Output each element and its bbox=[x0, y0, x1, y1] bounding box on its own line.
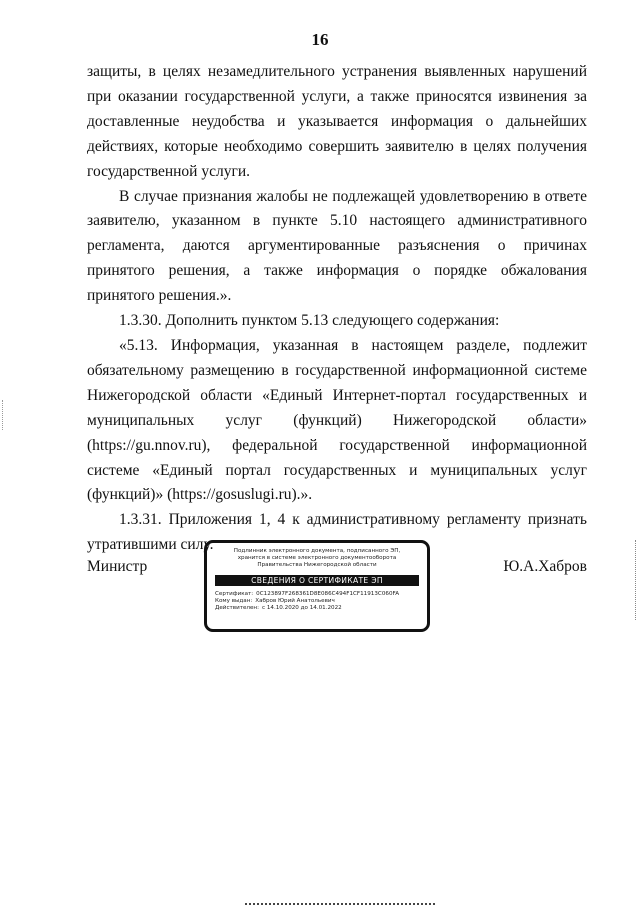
valid-value: с 14.10.2020 до 14.01.2022 bbox=[261, 605, 342, 612]
signature-block bbox=[87, 540, 587, 640]
stamp-header-line: хранится в системе электронного документооборота bbox=[237, 555, 397, 562]
scan-edge-mark bbox=[633, 540, 636, 620]
paragraph-rejection: В случае признания жалобы не подлежащей удовлетворению в ответе заявителю, указанном в пункте 5.10 настоящего административного регламента, даются аргументированные разъяснения о причинах принятого решения, а также информация о порядке обжалования принятого решения.». bbox=[87, 187, 587, 305]
stamp-certificate-bar: СВЕДЕНИЯ О СЕРТИФИКАТЕ ЭП bbox=[215, 575, 419, 586]
stamp-details bbox=[215, 591, 419, 613]
stamp-header-line: Подлинник электронного документа, подписанного ЭП, bbox=[233, 548, 401, 554]
stamp-header-line: Правительства Нижегородской области bbox=[257, 562, 377, 569]
valid-label: Действителен: bbox=[215, 605, 259, 612]
scan-edge-mark bbox=[245, 897, 435, 905]
electronic-signature-stamp bbox=[204, 540, 430, 632]
signer-title: Министр bbox=[87, 558, 148, 575]
signer-name: Ю.А.Хабров bbox=[503, 558, 587, 575]
stamp-certificate-row bbox=[215, 591, 419, 598]
paragraph-1-3-30: 1.3.30. Дополнить пунктом 5.13 следующего содержания: bbox=[119, 312, 500, 330]
paragraph-continuation: защиты, в целях незамедлительного устранения выявленных нарушений при оказании государственной услуги, а также приносятся извинения за доставленные неудобства и указывается информация о дальнейших действиях, которые необходимо совершить заявителю в целях получения государственной услуги. bbox=[87, 63, 587, 180]
certificate-value: 0C123897F268361D8E086C494F1CF11913C060FA bbox=[256, 590, 400, 597]
scan-edge-mark bbox=[2, 400, 5, 430]
page-number: 16 bbox=[311, 30, 329, 49]
issued-to-value: Хабров Юрий Анатольевич bbox=[255, 598, 335, 605]
certificate-label: Сертификат: bbox=[215, 590, 254, 597]
stamp-valid-row bbox=[215, 605, 419, 612]
paragraph-1-3-31: 1.3.31. Приложения 1, 4 к административному регламенту признать утратившими силу. bbox=[87, 511, 587, 554]
paragraph-5-13: «5.13. Информация, указанная в настоящем разделе, подлежит обязательному размещению в государственной информационной системе Нижегородской области «Единый Интернет-портал государственных и муниципальных услуг (функций) Нижегородской области» (https://gu.nnov.ru), федеральной государственной информационной системе «Единый портал государственных и муниципальных услуг (функций)» (https://gosuslugi.ru).». bbox=[87, 336, 587, 504]
issued-to-label: Кому выдан: bbox=[215, 598, 253, 605]
stamp-header bbox=[215, 548, 419, 570]
document-body bbox=[87, 60, 587, 558]
